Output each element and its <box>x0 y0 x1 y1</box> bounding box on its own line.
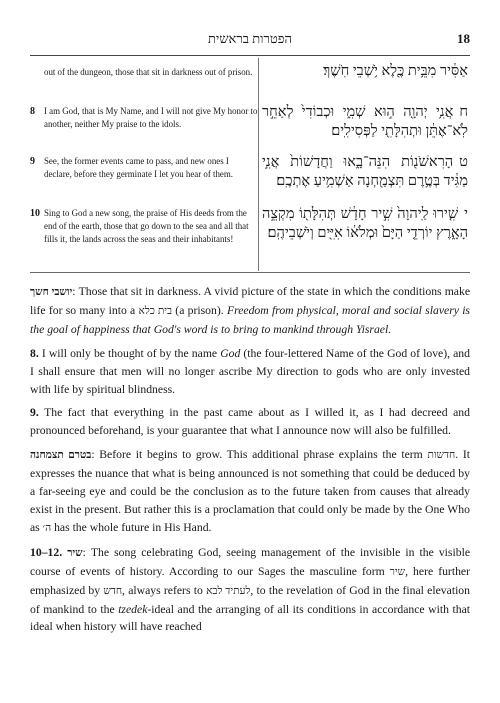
verse-number: 10 <box>30 208 40 219</box>
commentary-paragraph: 10–12. שיר: The song celebrating God, seeing management of the invisible in the visible course of events of history. According to our Sages the masculine form שיר, here further emphasized by חדש, always refers to לעתיד לבא, to the revelation of God in the final elevation of mankind to the tzedek-ideal and the arranging of all its conditions in accordance with that ideal when history will have reached <box>30 545 471 634</box>
commentary-paragraph: 8. I will only be thought of by the name God (the four-lettered Name of the God of love), and I shall ensure that men will no longer ascribe My direction to gods who are only invested with life by spiritual blindness. <box>30 346 470 396</box>
commentary-lemma: בטרם תצמחנה <box>30 450 92 462</box>
hebrew-text <box>262 205 468 243</box>
hebrew-verse: שִׁ֤ירוּ לַֽיהוָה֙ שִׁ֣יר חָדָ֔שׁ תְּהִלָּת֖וֹ מִקְצֵ֣ה הָאָ֑רֶץ יוֹרְדֵ֤י הַיָּם֙ וּמְלֹא֔וֹ אִיִּ֖ים וְיֹשְׁבֵיהֶֽם׃ <box>262 206 468 241</box>
page-number: 18 <box>457 31 470 46</box>
page <box>30 0 470 703</box>
running-header <box>30 31 470 51</box>
verse-ref: 9. <box>30 406 39 420</box>
hebrew-verse: הָרִאשֹׁנ֖וֹת הִנֵּה־בָ֑אוּ וַחֲדָשׁוֹת֙ אֲנִ֣י מַגִּ֔יד בְּטֶ֥רֶם תִּצְמַ֖חְנָה אַשְׁמִ֥יעַ אֶתְכֶֽם׃ <box>262 154 468 189</box>
verse-row <box>30 205 470 269</box>
commentary <box>30 283 470 642</box>
verse-number: 8 <box>30 106 35 117</box>
commentary-lemma: שיר <box>67 547 83 559</box>
english-text: out of the dungeon, those that sit in darkness out of prison. <box>44 67 253 77</box>
commentary-rule <box>30 272 470 273</box>
commentary-paragraph: בטרם תצמחנה: Before it begins to grow. This additional phrase explains the term חדשות. It expresses the nuance that what is being announced is not something that could be deduced by a far-seeing eye and could be the conclusion as to the future taken from causes that already exist in the present. But rather this is a proclamation that could only be made by the One Who as ה׳ has the whole future in His Hand. <box>30 448 470 534</box>
running-title: הפטרות בראשית <box>207 31 293 46</box>
hebrew-verse: אַסִּ֔יר מִבֵּ֥ית כֶּ֖לֶא יֹ֥שְׁבֵי חֹֽשֶׁךְ׃ <box>323 63 468 79</box>
english-text: Sing to God a new song, the praise of His deeds from the end of the earth, those that go down to the sea and all that fills it, the lands across the seas and their inhabitants! <box>44 208 249 245</box>
commentary-paragraph: יושבי חשך: Those that sit in darkness. A vivid picture of the state in which the conditions make life for so many into a בית כלא (a prison). Freedom from physical, moral and social slavery is the goal of happiness that God's word is to bring to mankind through Yisrael. <box>30 285 471 336</box>
verse-row <box>30 153 470 203</box>
english-text: See, the former events came to pass, and new ones I declare, before they germinate I let you hear of them. <box>44 156 233 180</box>
hebrew-text <box>262 103 468 141</box>
commentary-lemma: יושבי חשך <box>30 287 73 298</box>
verse-ref: 8. <box>30 346 39 360</box>
english-text: I am God, that is My Name, and I will not give My honor to another, neither My praise to the idols. <box>44 106 258 130</box>
hebrew-verse-marker: ח <box>459 104 468 120</box>
hebrew-verse: אֲנִ֥י יְהוָ֖ה ה֣וּא שְׁמִ֑י וּכְבוֹדִי֙ לְאַחֵ֣ר לֹֽא־אֶתֵּ֔ן וּתְהִלָּתִ֖י לַפְּסִילִֽים׃ <box>262 104 468 139</box>
verse-row <box>30 103 470 151</box>
verse-ref: 10–12. <box>30 545 63 559</box>
hebrew-text <box>262 153 468 191</box>
hebrew-text <box>262 62 468 81</box>
hebrew-verse-marker: י <box>464 206 468 222</box>
hebrew-verse-marker: ט <box>459 154 468 170</box>
commentary-paragraph: 9. The fact that everything in the past came about as I willed it, as I had decreed and pronounced beforehand, is your guarantee that what I announce now will also be fulfilled. <box>30 406 470 438</box>
verse-row <box>30 62 470 96</box>
header-rule <box>30 55 470 56</box>
verse-number: 9 <box>30 156 35 167</box>
